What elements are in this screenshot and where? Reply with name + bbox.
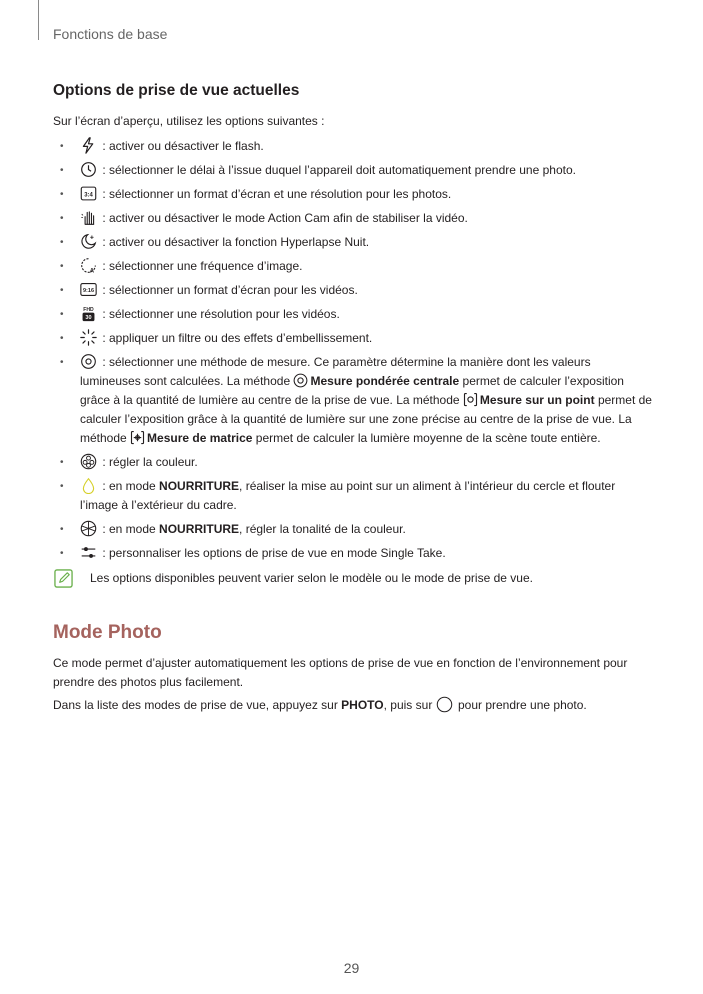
food-focus-icon (80, 477, 97, 494)
mode-photo-title: Mode Photo (53, 622, 162, 643)
page-content (53, 82, 653, 719)
svg-text:FHD: • FHD (83, 306, 94, 313)
list-item: • : activer ou désactiver le flash. (53, 137, 653, 156)
svg-text:9:16: • 9:16 (82, 288, 95, 295)
page-number: 29 (343, 960, 360, 976)
ratio-3-4-icon (80, 185, 97, 202)
svg-text:3:4: • 3:4 (84, 192, 93, 199)
list-item: • : appliquer un filtre ou des effets d’embellissement. (53, 329, 653, 348)
color-tone-icon (80, 520, 97, 537)
spot-metering-icon (463, 392, 478, 407)
list-item: • : sélectionner le délai à l’issue duquel l’appareil doit automatiquement prendre une photo. (53, 161, 653, 180)
list-item: • : en mode NOURRITURE, réaliser la mise au point sur un aliment à l’intérieur du cercle et flouter l’image à l’extérieur du cadre. (53, 477, 653, 515)
mode-photo-paragraph-2: Dans la liste des modes de prise de vue, appuyez sur PHOTO, puis sur pour prendre une photo. (53, 698, 587, 712)
list-item: • 3:4 : sélectionner un format d’écran et une résolution pour les photos. (53, 185, 653, 204)
flash-icon (80, 137, 97, 154)
list-item: • : personnaliser les options de prise de vue en mode Single Take. (53, 544, 653, 563)
list-item: • FHD 30 : sélectionner une résolution pour les vidéos. (53, 305, 653, 324)
frame-rate-icon (80, 257, 97, 274)
note-text: Les options disponibles peuvent varier selon le modèle ou le mode de prise de vue. (90, 571, 533, 585)
svg-text:30: 30 (85, 315, 92, 322)
list-item: • : activer ou désactiver la fonction Hyperlapse Nuit. (53, 233, 653, 252)
options-list (53, 137, 653, 563)
list-item: • : sélectionner une méthode de mesure. Ce paramètre détermine la manière dont les valeurs lumineuses sont calculées. La méthode Mesure pondérée centrale permet de calculer l’exposition grâce à la quantité de lumière au centre de la prise de vue. La méthode Mesure sur un point permet de calculer l’exposition grâce à la quantité de lumière sur une zone précise au centre de la prise de vue. La méthode Mesure de matrice permet de calculer la lumière moyenne de la scène toute entière. (53, 353, 653, 448)
list-item: • 9:16 : sélectionner un format d’écran pour les vidéos. (53, 281, 653, 300)
list-item: • : en mode NOURRITURE, régler la tonalité de la couleur. (53, 520, 653, 539)
fhd-30-icon (80, 305, 97, 322)
running-head: Fonctions de base (53, 26, 168, 42)
timer-icon (80, 161, 97, 178)
shutter-button-icon (436, 696, 453, 713)
settings-sliders-icon (80, 544, 97, 561)
color-wheel-icon (80, 453, 97, 470)
center-weighted-metering-icon (293, 373, 308, 388)
list-item: • : activer ou désactiver le mode Action Cam afin de stabiliser la vidéo. (53, 209, 653, 228)
night-hyperlapse-icon (80, 233, 97, 250)
note-pencil-icon (54, 569, 73, 588)
filter-sparkle-icon (80, 329, 97, 346)
mode-photo-paragraph-1: Ce mode permet d’ajuster automatiquement les options de prise de vue en fonction de l’environnement pour prendre des photos plus facilement. (53, 656, 628, 689)
matrix-metering-icon (130, 430, 145, 445)
section-title: Options de prise de vue actuelles (53, 82, 300, 99)
list-item: • : régler la couleur. (53, 453, 653, 472)
metering-icon (80, 353, 97, 370)
list-item: • A : sélectionner une fréquence d’image. (53, 257, 653, 276)
margin-rule (38, 0, 39, 40)
note (53, 569, 653, 588)
action-cam-hand-icon (80, 209, 97, 226)
ratio-9-16-icon (80, 281, 97, 298)
svg-text:A: • A (89, 268, 95, 274)
section-intro: Sur l’écran d’aperçu, utilisez les options suivantes : (53, 114, 325, 128)
